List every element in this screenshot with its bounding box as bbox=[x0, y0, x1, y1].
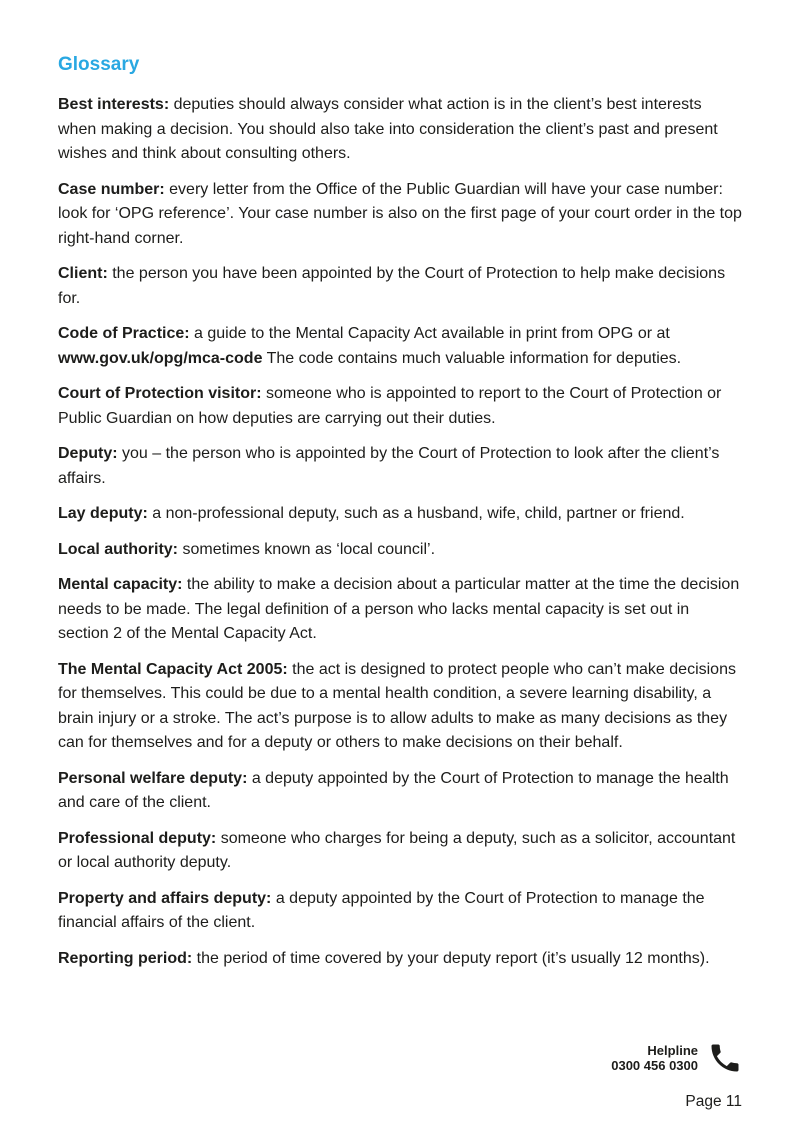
glossary-definition-text: a deputy appointed by the Court of Protection to manage the financial affairs of the client. bbox=[58, 889, 705, 931]
glossary-definition-text: the ability to make a decision about a particular matter at the time the decision needs to be made. The legal definition of a person who lacks mental capacity is set out in section 2 of the Mental Capacity Act. bbox=[58, 576, 740, 642]
glossary-entry bbox=[58, 767, 744, 816]
glossary-entry bbox=[58, 573, 744, 647]
glossary-term: Professional deputy: bbox=[58, 829, 217, 847]
glossary-definition-text: you – the person who is appointed by the Court of Protection to look after the client’s affairs. bbox=[58, 445, 720, 487]
glossary-term: Reporting period: bbox=[58, 949, 193, 967]
glossary-term: Case number: bbox=[58, 180, 165, 198]
glossary-entry bbox=[58, 658, 744, 756]
glossary-entry bbox=[58, 538, 744, 563]
glossary-entry bbox=[58, 262, 744, 311]
glossary-term: Property and affairs deputy: bbox=[58, 889, 272, 907]
glossary-definition-text: every letter from the Office of the Public Guardian will have your case number: look for ‘OPG reference’. Your case number is also on the first page of your court order in the top right-hand corner. bbox=[58, 180, 742, 247]
glossary-entry bbox=[58, 442, 744, 491]
glossary-definition-text: the person you have been appointed by the Court of Protection to help make decisions for. bbox=[58, 265, 726, 307]
glossary-definition-text: sometimes known as ‘local council’. bbox=[178, 540, 436, 558]
helpline-number: 0300 456 0300 bbox=[611, 1058, 698, 1073]
glossary-definition-text: the period of time covered by your deputy report (it’s usually 12 months). bbox=[192, 949, 710, 967]
helpline-text bbox=[611, 1043, 698, 1073]
glossary-entry bbox=[58, 947, 744, 972]
helpline-block bbox=[611, 1040, 743, 1076]
glossary-definition-text: the act is designed to protect people who can’t make decisions for themselves. This could be due to a mental health condition, a severe learning disability, a brain injury or a stroke. The act’s purpose is to allow adults to make as many decisions as they can for themselves and for a deputy or others to make decisions on their behalf. bbox=[58, 660, 736, 751]
glossary-page-content bbox=[58, 54, 744, 982]
glossary-list bbox=[58, 93, 744, 971]
page-title: Glossary bbox=[58, 54, 140, 75]
glossary-term: Personal welfare deputy: bbox=[58, 769, 248, 787]
glossary-definition-text: The code contains much valuable information for deputies. bbox=[262, 349, 682, 367]
glossary-definition-text: a non-professional deputy, such as a husband, wife, child, partner or friend. bbox=[147, 505, 685, 522]
helpline-label: Helpline bbox=[647, 1043, 698, 1058]
glossary-term: The Mental Capacity Act 2005: bbox=[58, 660, 288, 678]
glossary-term: Deputy: bbox=[58, 445, 118, 462]
glossary-definition-text: someone who charges for being a deputy, such as a solicitor, accountant or local authority deputy. bbox=[58, 829, 736, 871]
glossary-term: Local authority: bbox=[58, 540, 179, 558]
glossary-entry bbox=[58, 887, 744, 936]
glossary-definition-text: someone who is appointed to report to the Court of Protection or Public Guardian on how deputies are carrying out their duties. bbox=[58, 385, 722, 427]
glossary-term: Mental capacity: bbox=[58, 576, 183, 593]
glossary-term: Client: bbox=[58, 265, 108, 282]
glossary-definition-text: a guide to the Mental Capacity Act available in print from OPG or at bbox=[189, 325, 670, 342]
glossary-term: Best interests: bbox=[58, 96, 170, 113]
glossary-entry bbox=[58, 502, 744, 527]
glossary-definition-text: deputies should always consider what action is in the client’s best interests when making a decision. You should also take into consideration the client’s past and present wishes and think about consulting others. bbox=[58, 96, 718, 162]
phone-icon bbox=[707, 1040, 743, 1076]
glossary-entry bbox=[58, 178, 744, 252]
glossary-term: Code of Practice: bbox=[58, 325, 190, 342]
glossary-term: Lay deputy: bbox=[58, 505, 148, 522]
page-number: Page 11 bbox=[685, 1093, 742, 1110]
glossary-definition-text: a deputy appointed by the Court of Protection to manage the health and care of the client. bbox=[58, 769, 729, 811]
glossary-entry bbox=[58, 93, 744, 167]
glossary-entry bbox=[58, 322, 744, 371]
glossary-entry bbox=[58, 382, 744, 431]
glossary-bold-url-text: www.gov.uk/opg/mca-code bbox=[58, 349, 263, 367]
glossary-entry bbox=[58, 827, 744, 876]
glossary-term: Court of Protection visitor: bbox=[58, 385, 262, 402]
